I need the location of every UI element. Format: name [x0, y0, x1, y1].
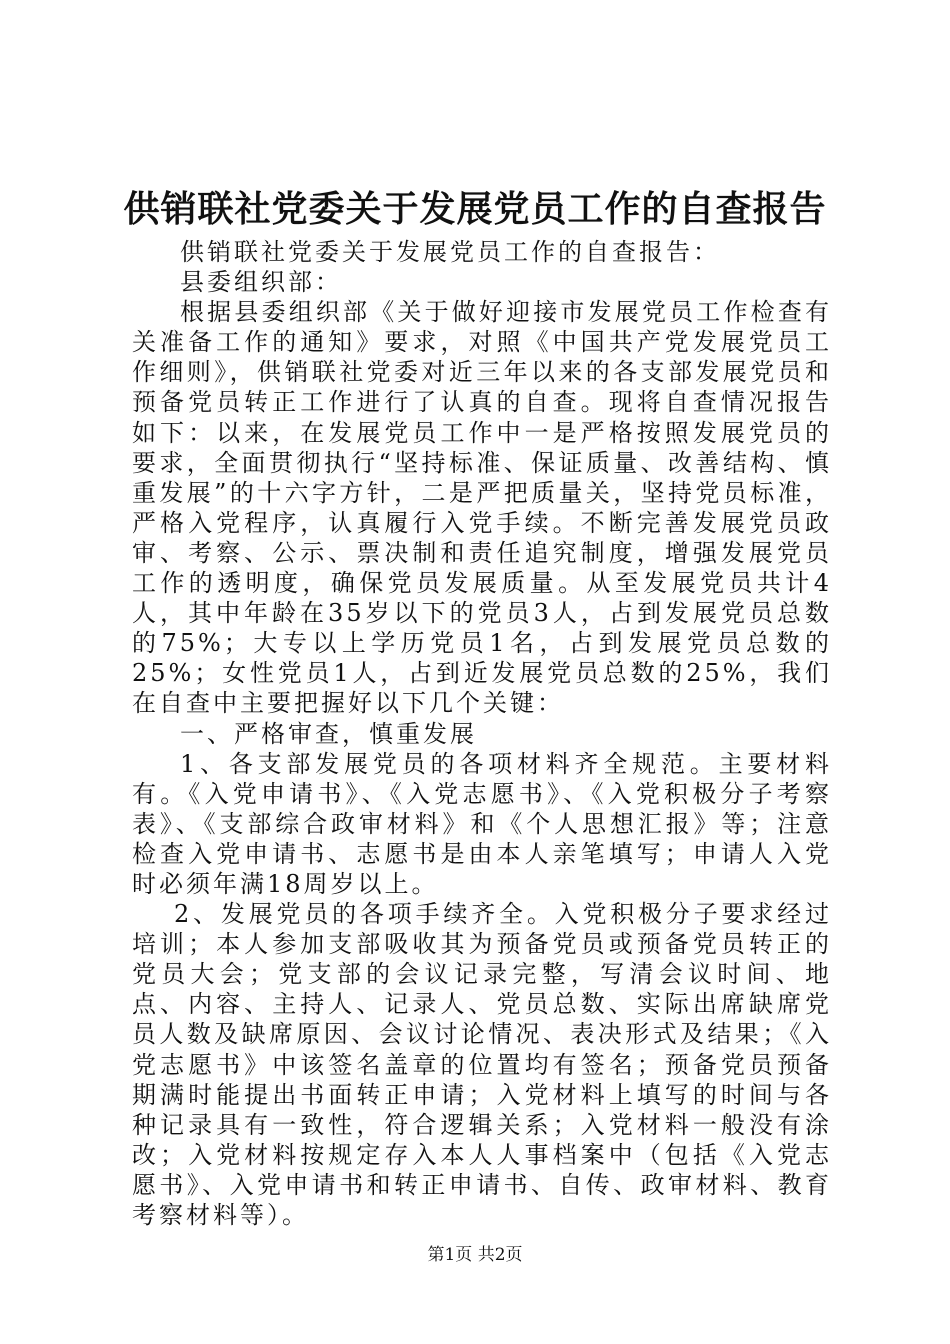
- document-body: [132, 237, 832, 1230]
- recipient-line: 县委组织部：: [180, 268, 342, 297]
- document-title: 供销联社党委关于发展党员工作的自查报告: [123, 188, 827, 230]
- item-paragraph-1: 1、各支部发展党员的各项材料齐全规范。主要材料有。《入党申请书》、《入党志愿书》、《入党积极分子考察表》、《支部综合政审材料》和《个人思想汇报》等；注意检查入党申请书、志愿书是由本人亲笔填写；申请人入党时必须年满18周岁以上。: [132, 749, 832, 898]
- intro-paragraph: 根据县委组织部《关于做好迎接市发展党员工作检查有关准备工作的通知》要求，对照《中国共产党发展党员工作细则》，供销联社党委对近三年以来的各支部发展党员和预备党员转正工作进行了认真的自查。现将自查情况报告如下：以来，在发展党员工作中一是严格按照发展党员的要求，全面贯彻执行“坚持标准、保证质量、改善结构、慎重发展”的十六字方针，二是严把质量关，坚持党员标准，严格入党程序，认真履行入党手续。不断完善发展党员政审、考察、公示、票决制和责任追究制度，增强发展党员工作的透明度，确保党员发展质量。从至发展党员共计4人，其中年龄在35岁以下的党员3人，占到发展党员总数的75%；大专以上学历党员1名，占到发展党员总数的25%；女性党员1人，占到近发展党员总数的25%，我们在自查中主要把握好以下几个关键：: [132, 298, 832, 718]
- item-paragraph-2: 2、发展党员的各项手续齐全。入党积极分子要求经过培训；本人参加支部吸收其为预备党员或预备党员转正的党员大会；党支部的会议记录完整，写清会议时间、地点、内容、主持人、记录人、党员总数、实际出席缺席党员人数及缺席原因、会议讨论情况、表决形式及结果；《入党志愿书》中该签名盖章的位置均有签名；预备党员预备期满时能提出书面转正申请；入党材料上填写的时间与各种记录具有一致性，符合逻辑关系；入党材料一般没有涂改；入党材料按规定存入本人人事档案中（包括《入党志愿书》、入党申请书和转正申请书、自传、政审材料、教育考察材料等）。: [132, 900, 832, 1229]
- report-heading-line: 供销联社党委关于发展党员工作的自查报告：: [180, 238, 720, 266]
- section-heading: 一、严格审查，慎重发展: [180, 719, 477, 748]
- page-number: 第1页 共2页: [427, 1245, 523, 1265]
